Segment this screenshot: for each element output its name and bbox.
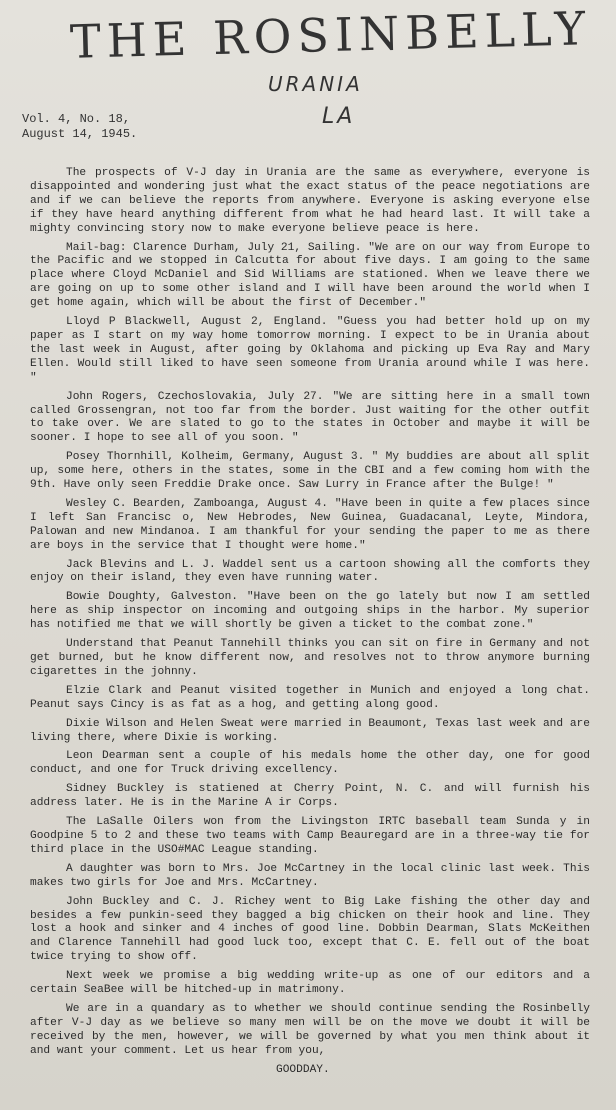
news-quandary: We are in a quandary as to whether we should continue sending the Rosinbelly after V-J day as we believe so many men will be on the move we doubt it will be received by the men, however, we will be governed by what you men think about it and want your comment. Let us hear from you,: [30, 1002, 590, 1057]
news-baseball: The LaSalle Oilers won from the Livingston IRTC baseball team Sunda y in Goodpine 5 to 2 and these two teams with Camp Beauregard are in a three-way tie for third place in the USO#MAC League standing.: [30, 816, 590, 856]
news-dearman-medals: Leon Dearman sent a couple of his medals home the other day, one for good conduct, and one for Truck driving excellency.: [30, 750, 590, 777]
mail-bag-durham: Mail-bag: Clarence Durham, July 21, Sailing. "We are on our way from Europe to the Pacific and we stopped in Calcutta for about five days. I am going to the same place where Cloyd McDaniel and Sid Williams are stationed. When we leave there we are going on up to some other island and I will have been around the world when I get home again, which will be about the first of December.": [30, 241, 590, 310]
place-state: LA: [322, 104, 356, 129]
issue-date: August 14, 1945.: [22, 127, 138, 141]
news-tannehill: Understand that Peanut Tannehill thinks you can sit on fire in Germany and not get burned, but he know different now, and resolves not to throw anymore burning cigarettes in the johnny.: [30, 638, 590, 678]
mail-bag-bearden: Wesley C. Bearden, Zamboanga, August 4. "Have been in quite a few places since I left San Francisc o, New Hebrodes, New Guinea, Guadacanal, Leyte, Mindora, Palowan and new Mindanoa. I am thankful for your sending the paper to me as there are boys in the service that I thought were home.": [30, 497, 590, 552]
mail-bag-doughty: Bowie Doughty, Galveston. "Have been on the go lately but now I am settled here as ship inspector on incoming and outgoing ships in the harbor. My superior has notified me that we will shortly be given a ticket to the combat zone.": [30, 591, 590, 632]
mail-bag-rogers: John Rogers, Czechoslovakia, July 27. "We are sitting here in a small town called Grossengran, not too far from the border. Just waiting for the other outfit to take over. We are slated to go to the states in October and maybe it will be sooner. I hope to see all of you soon. ": [30, 390, 590, 445]
news-blevins-waddel: Jack Blevins and L. J. Waddel sent us a cartoon showing all the comforts they enjoy on their island, they even have running water.: [30, 558, 590, 585]
news-wilson-wedding: Dixie Wilson and Helen Sweat were married in Beaumont, Texas last week and are living there, where Dixie is working.: [30, 717, 590, 744]
article-body: [30, 167, 590, 1082]
closing-signoff: GOODDAY.: [276, 1063, 330, 1076]
issue-info: [22, 112, 137, 142]
place-name: URANIA: [268, 72, 363, 96]
masthead-title: THE ROSINBELLY: [69, 1, 592, 69]
news-birth: A daughter was born to Mrs. Joe McCartney in the local clinic last week. This makes two girls for Joe and Mrs. McCartney.: [30, 862, 590, 889]
news-fishing: John Buckley and C. J. Richey went to Big Lake fishing the other day and besides a few punkin-seed they bagged a big chicken on their hook and line. They lost a hook and sinker and 4 inches of good line. Dobbin Dearman, Slats McKeithen and Clarence Tannehill had good luck too, except that C. E. fell out of the boat twice trying to show off.: [30, 895, 590, 964]
news-wedding-promise: Next week we promise a big wedding write-up as one of our editors and a certain SeaBee will be hitched-up in matrimony.: [30, 970, 590, 997]
mail-bag-thornhill: Posey Thornhill, Kolheim, Germany, August 3. " My buddies are about all split up, some here, others in the states, some in the CBI and a few coming hom with the 9th. Have only seen Freddie Drake once. Saw Lurry in France after the Bulge! ": [30, 451, 590, 492]
news-buckley: Sidney Buckley is statiened at Cherry Point, N. C. and will furnish his address later. He is in the Marine A ir Corps.: [30, 783, 590, 810]
news-clark: Elzie Clark and Peanut visited together in Munich and enjoyed a long chat. Peanut says Cincy is as fat as a hog, and getting along good.: [30, 684, 590, 711]
mail-bag-blackwell: Lloyd P Blackwell, August 2, England. "Guess you had better hold up on my paper as I start on my way home tomorrow morning. I expect to be in Urania about the last week in August, after going by Oklahoma and picking up Eva Ray and Mary Ellen. Would still liked to have seen someone from Urania around while I was here. ": [30, 316, 590, 384]
intro-paragraph: The prospects of V-J day in Urania are the same as everywhere, everyone is disappointed and wondering just what the exact status of the peace negotiations are and if we can believe the reports from anywhere. Everyone is asking everyone else if they have heard anything different from what he had heard last. It will take a mighty convincing story now to make everyone believe peace is here.: [30, 167, 590, 235]
volume-number: Vol. 4, No. 18,: [22, 112, 131, 126]
